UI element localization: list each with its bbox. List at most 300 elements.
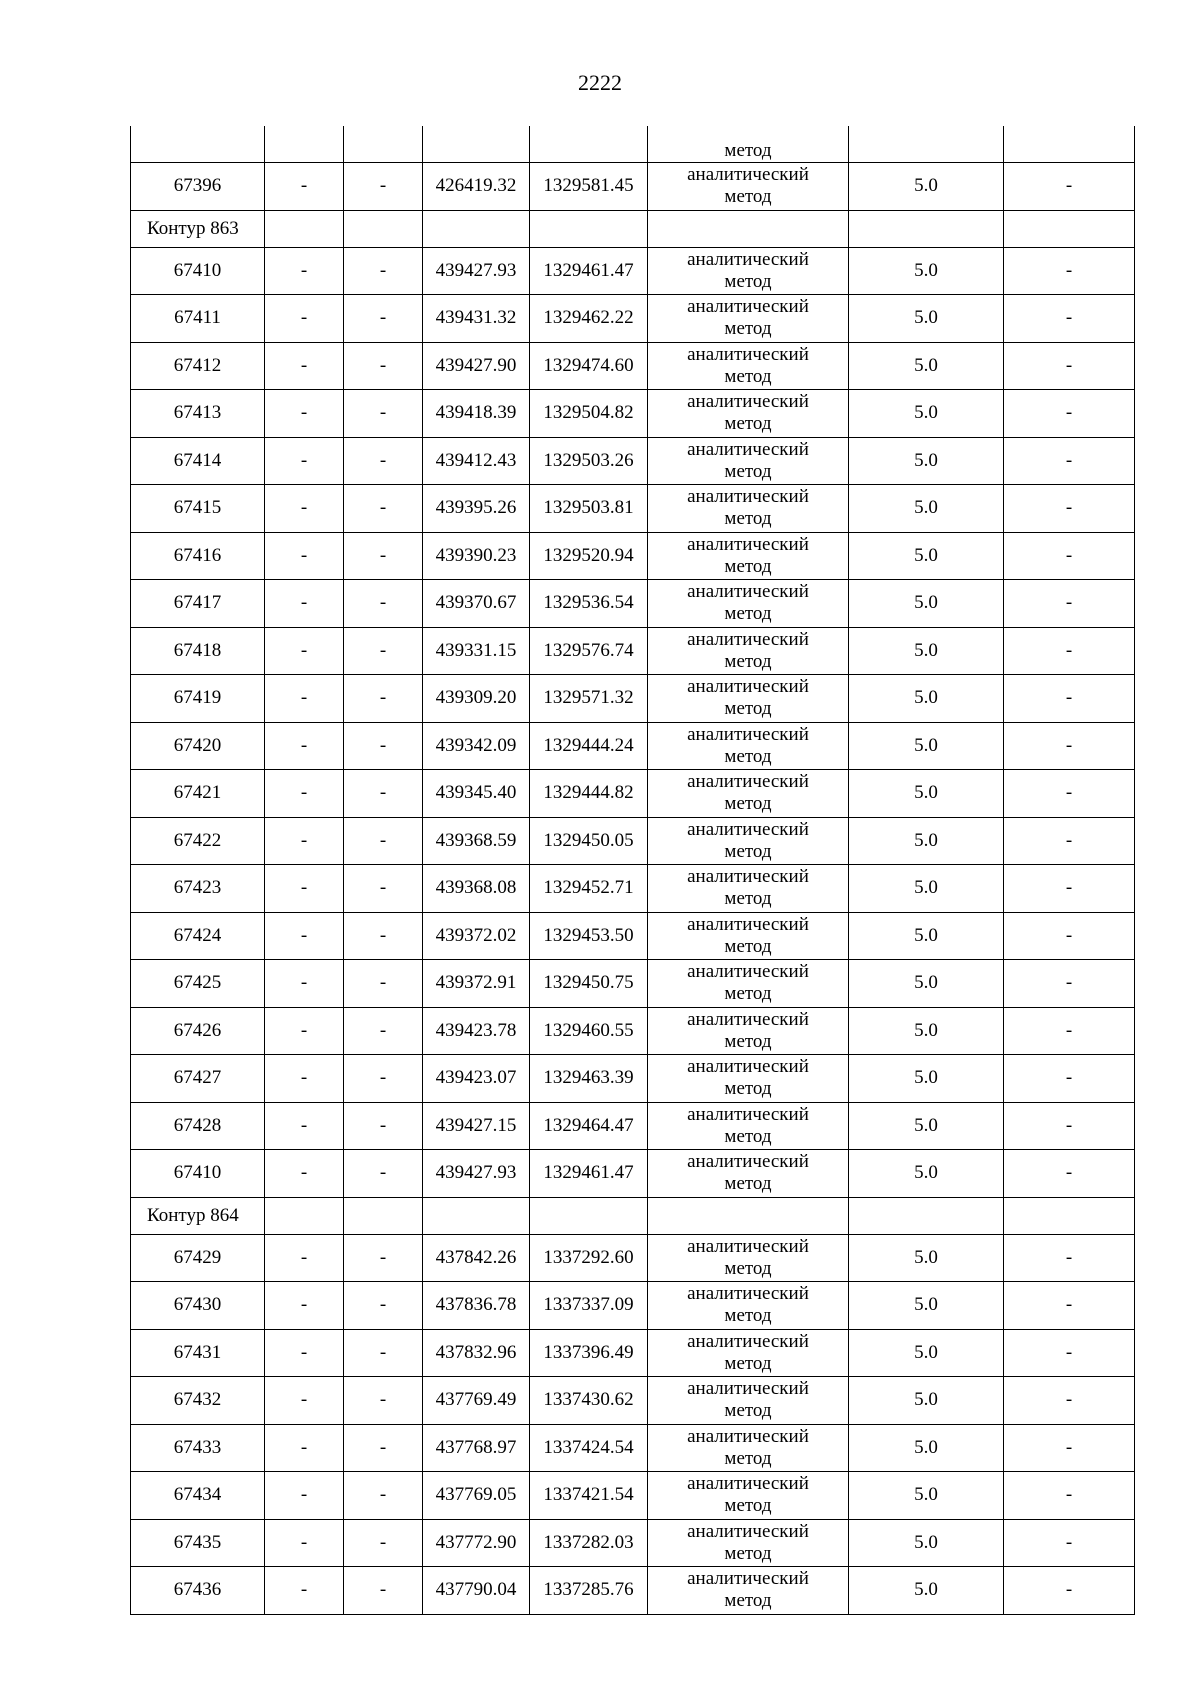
accuracy-cell: 5.0 — [849, 580, 1004, 628]
empty-cell — [423, 1197, 530, 1234]
dash-cell: - — [344, 1567, 423, 1615]
x-coordinate-cell: 439427.90 — [423, 342, 530, 390]
method-line-2: метод — [724, 270, 772, 292]
table-row — [131, 912, 1135, 960]
method-cell — [648, 1567, 849, 1615]
table-row — [131, 532, 1135, 580]
dash-cell: - — [265, 1282, 344, 1330]
empty-cell — [423, 210, 530, 247]
point-id-cell: 67424 — [131, 912, 265, 960]
coordinates-table — [130, 126, 1135, 1615]
table-row — [131, 1377, 1135, 1425]
dash-cell: - — [265, 390, 344, 438]
point-id-cell: 67432 — [131, 1377, 265, 1425]
method-line-1: аналитический — [687, 1235, 809, 1257]
method-line-2: метод — [724, 935, 772, 957]
method-cell — [648, 1055, 849, 1103]
dash-cell: - — [265, 247, 344, 295]
point-id-cell: 67430 — [131, 1282, 265, 1330]
point-id-cell: 67423 — [131, 865, 265, 913]
method-cell — [648, 1377, 849, 1425]
dash-cell: - — [1004, 1472, 1135, 1520]
dash-cell: - — [265, 1007, 344, 1055]
point-id-cell: 67426 — [131, 1007, 265, 1055]
method-line-1: аналитический — [687, 1425, 809, 1447]
method-line-1: аналитический — [687, 913, 809, 935]
empty-cell — [344, 210, 423, 247]
method-cell — [648, 1234, 849, 1282]
point-id-cell: 67417 — [131, 580, 265, 628]
dash-cell: - — [265, 1519, 344, 1567]
point-id-cell: 67422 — [131, 817, 265, 865]
method-line-1: аналитический — [687, 818, 809, 840]
method-cell — [648, 163, 849, 211]
method-text: метод — [724, 140, 772, 161]
x-coordinate-cell: 439368.59 — [423, 817, 530, 865]
dash-cell: - — [1004, 675, 1135, 723]
y-coordinate-cell: 1329463.39 — [530, 1055, 648, 1103]
method-line-1: аналитический — [687, 1473, 809, 1495]
empty-cell — [849, 1197, 1004, 1234]
dash-cell: - — [344, 1282, 423, 1330]
dash-cell: - — [344, 1377, 423, 1425]
method-line-1: аналитический — [687, 1283, 809, 1305]
accuracy-cell: 5.0 — [849, 1567, 1004, 1615]
dash-cell: - — [265, 532, 344, 580]
y-coordinate-cell: 1329461.47 — [530, 247, 648, 295]
y-coordinate-cell: 1337285.76 — [530, 1567, 648, 1615]
method-cell — [648, 912, 849, 960]
dash-cell: - — [344, 163, 423, 211]
dash-cell: - — [265, 1055, 344, 1103]
y-coordinate-cell: 1329503.81 — [530, 485, 648, 533]
dash-cell: - — [344, 1424, 423, 1472]
method-line-1: аналитический — [687, 1378, 809, 1400]
method-line-1: аналитический — [687, 533, 809, 555]
method-line-1: аналитический — [687, 771, 809, 793]
method-line-1: аналитический — [687, 723, 809, 745]
x-coordinate-cell: 437768.97 — [423, 1424, 530, 1472]
point-id-cell: 67411 — [131, 295, 265, 343]
empty-cell — [1004, 1197, 1135, 1234]
y-coordinate-cell: 1329576.74 — [530, 627, 648, 675]
accuracy-cell: 5.0 — [849, 1282, 1004, 1330]
method-line-2: метод — [724, 1257, 772, 1279]
dash-cell: - — [1004, 1150, 1135, 1198]
table-row — [131, 960, 1135, 1008]
table-row — [131, 390, 1135, 438]
accuracy-cell: 5.0 — [849, 1055, 1004, 1103]
table-row — [131, 1567, 1135, 1615]
dash-cell: - — [1004, 960, 1135, 1008]
y-coordinate-cell: 1329444.82 — [530, 770, 648, 818]
method-line-2: метод — [724, 1400, 772, 1422]
y-coordinate-cell: 1329474.60 — [530, 342, 648, 390]
method-cell — [648, 1007, 849, 1055]
dash-cell: - — [1004, 485, 1135, 533]
method-line-2: метод — [724, 508, 772, 530]
method-cell — [648, 295, 849, 343]
method-cell — [648, 247, 849, 295]
table-row — [131, 1150, 1135, 1198]
accuracy-cell: 5.0 — [849, 722, 1004, 770]
x-coordinate-cell: 439342.09 — [423, 722, 530, 770]
x-coordinate-cell: 439427.15 — [423, 1102, 530, 1150]
x-coordinate-cell: 437842.26 — [423, 1234, 530, 1282]
method-line-1: аналитический — [687, 1151, 809, 1173]
accuracy-cell: 5.0 — [849, 1377, 1004, 1425]
method-line-1: аналитический — [687, 486, 809, 508]
method-cell — [648, 485, 849, 533]
table-row — [131, 342, 1135, 390]
y-coordinate-cell: 1329536.54 — [530, 580, 648, 628]
dash-cell: - — [265, 163, 344, 211]
method-cell — [648, 722, 849, 770]
accuracy-cell: 5.0 — [849, 865, 1004, 913]
point-id-cell: 67427 — [131, 1055, 265, 1103]
dash-cell: - — [1004, 163, 1135, 211]
dash-cell: - — [344, 770, 423, 818]
empty-cell — [265, 1197, 344, 1234]
dash-cell: - — [265, 865, 344, 913]
method-line-2: метод — [724, 1173, 772, 1195]
y-coordinate-cell: 1337396.49 — [530, 1329, 648, 1377]
method-line-2: метод — [724, 1590, 772, 1612]
x-coordinate-cell: 439418.39 — [423, 390, 530, 438]
x-coordinate-cell: 439390.23 — [423, 532, 530, 580]
dash-cell: - — [344, 1150, 423, 1198]
x-coordinate-cell: 439372.02 — [423, 912, 530, 960]
method-line-1: аналитический — [687, 1330, 809, 1352]
method-cell — [648, 1472, 849, 1520]
y-coordinate-cell: 1329461.47 — [530, 1150, 648, 1198]
method-line-2: метод — [724, 840, 772, 862]
dash-cell: - — [1004, 722, 1135, 770]
table-row — [131, 1472, 1135, 1520]
method-line-2: метод — [724, 365, 772, 387]
table-row — [131, 1007, 1135, 1055]
x-coordinate-cell: 437790.04 — [423, 1567, 530, 1615]
method-line-1: аналитический — [687, 343, 809, 365]
method-line-1: аналитический — [687, 164, 809, 186]
method-cell — [648, 1424, 849, 1472]
table-row — [131, 485, 1135, 533]
dash-cell: - — [265, 437, 344, 485]
contour-header-row — [131, 1197, 1135, 1234]
x-coordinate-cell: 439368.08 — [423, 865, 530, 913]
dash-cell: - — [1004, 1282, 1135, 1330]
dash-cell: - — [265, 675, 344, 723]
dash-cell: - — [344, 627, 423, 675]
method-cell — [648, 126, 849, 163]
table-row — [131, 1519, 1135, 1567]
table-row — [131, 865, 1135, 913]
dash-cell: - — [344, 912, 423, 960]
x-coordinate-cell: 439395.26 — [423, 485, 530, 533]
point-id-cell: 67425 — [131, 960, 265, 1008]
accuracy-cell: 5.0 — [849, 627, 1004, 675]
dash-cell: - — [344, 865, 423, 913]
method-line-1: аналитический — [687, 581, 809, 603]
dash-cell: - — [344, 817, 423, 865]
method-line-2: метод — [724, 1352, 772, 1374]
dash-cell: - — [265, 1102, 344, 1150]
dash-cell: - — [265, 912, 344, 960]
point-id-cell: 67410 — [131, 247, 265, 295]
y-coordinate-cell: 1329571.32 — [530, 675, 648, 723]
x-coordinate-cell: 437836.78 — [423, 1282, 530, 1330]
dash-cell: - — [344, 1329, 423, 1377]
method-cell — [648, 627, 849, 675]
dash-cell: - — [1004, 1102, 1135, 1150]
dash-cell: - — [265, 1567, 344, 1615]
accuracy-cell: 5.0 — [849, 1007, 1004, 1055]
method-cell — [648, 390, 849, 438]
point-id-cell: 67418 — [131, 627, 265, 675]
dash-cell: - — [1004, 912, 1135, 960]
dash-cell: - — [265, 722, 344, 770]
accuracy-cell: 5.0 — [849, 532, 1004, 580]
table-row — [131, 675, 1135, 723]
method-line-2: метод — [724, 1125, 772, 1147]
method-line-1: аналитический — [687, 866, 809, 888]
method-line-2: метод — [724, 318, 772, 340]
point-id-cell: 67412 — [131, 342, 265, 390]
contour-label: Контур 864 — [131, 1197, 265, 1234]
x-coordinate-cell: 437772.90 — [423, 1519, 530, 1567]
dash-cell: - — [1004, 1234, 1135, 1282]
point-id-cell: 67413 — [131, 390, 265, 438]
method-line-1: аналитический — [687, 1520, 809, 1542]
method-line-2: метод — [724, 186, 772, 208]
point-id-cell: 67396 — [131, 163, 265, 211]
dash-cell: - — [344, 390, 423, 438]
method-line-1: аналитический — [687, 391, 809, 413]
point-id-cell: 67419 — [131, 675, 265, 723]
dash-cell: - — [265, 1329, 344, 1377]
method-cell — [648, 770, 849, 818]
dash-cell: - — [344, 437, 423, 485]
empty-cell — [1004, 210, 1135, 247]
method-line-2: метод — [724, 603, 772, 625]
method-line-1: аналитический — [687, 961, 809, 983]
dash-cell: - — [1004, 1567, 1135, 1615]
y-coordinate-cell: 1337337.09 — [530, 1282, 648, 1330]
empty-cell — [648, 210, 849, 247]
point-id-cell: 67415 — [131, 485, 265, 533]
accuracy-cell: 5.0 — [849, 247, 1004, 295]
method-line-2: метод — [724, 888, 772, 910]
y-coordinate-cell: 1337421.54 — [530, 1472, 648, 1520]
dash-cell: - — [1004, 295, 1135, 343]
dash-cell: - — [1004, 1007, 1135, 1055]
dash-cell: - — [265, 817, 344, 865]
point-id-cell: 67414 — [131, 437, 265, 485]
x-coordinate-cell: 439423.78 — [423, 1007, 530, 1055]
point-id-cell: 67435 — [131, 1519, 265, 1567]
accuracy-cell: 5.0 — [849, 437, 1004, 485]
dash-cell: - — [344, 1234, 423, 1282]
accuracy-cell: 5.0 — [849, 817, 1004, 865]
method-cell — [648, 1150, 849, 1198]
page-number: 2222 — [578, 70, 622, 95]
table-row — [131, 1102, 1135, 1150]
y-coordinate-cell: 1337424.54 — [530, 1424, 648, 1472]
empty-cell — [530, 210, 648, 247]
method-cell — [648, 580, 849, 628]
x-coordinate-cell: 439423.07 — [423, 1055, 530, 1103]
x-coordinate-cell: 439372.91 — [423, 960, 530, 1008]
y-coordinate-cell: 1329581.45 — [530, 163, 648, 211]
method-cell — [648, 960, 849, 1008]
dash-cell: - — [344, 342, 423, 390]
dash-cell: - — [265, 1150, 344, 1198]
method-line-2: метод — [724, 1542, 772, 1564]
dash-cell: - — [1004, 437, 1135, 485]
dash-cell: - — [265, 1377, 344, 1425]
y-coordinate-cell: 1329504.82 — [530, 390, 648, 438]
accuracy-cell: 5.0 — [849, 1234, 1004, 1282]
accuracy-cell: 5.0 — [849, 485, 1004, 533]
dash-cell: - — [265, 960, 344, 1008]
accuracy-cell: 5.0 — [849, 1472, 1004, 1520]
empty-cell — [530, 1197, 648, 1234]
dash-cell: - — [1004, 770, 1135, 818]
x-coordinate-cell: 439309.20 — [423, 675, 530, 723]
empty-cell — [648, 1197, 849, 1234]
table-row — [131, 437, 1135, 485]
point-id-cell: 67434 — [131, 1472, 265, 1520]
x-coordinate-cell: 439412.43 — [423, 437, 530, 485]
dash-cell: - — [344, 295, 423, 343]
dash-cell: - — [265, 770, 344, 818]
y-coordinate-cell: 1329462.22 — [530, 295, 648, 343]
point-id-cell: 67436 — [131, 1567, 265, 1615]
table-row — [131, 1424, 1135, 1472]
dash-cell: - — [1004, 865, 1135, 913]
method-cell — [648, 342, 849, 390]
dash-cell: - — [344, 960, 423, 1008]
dash-cell: - — [1004, 1055, 1135, 1103]
point-id-cell: 67431 — [131, 1329, 265, 1377]
continued-row — [131, 126, 1135, 163]
method-line-2: метод — [724, 983, 772, 1005]
x-coordinate-cell: 439431.32 — [423, 295, 530, 343]
accuracy-cell: 5.0 — [849, 1150, 1004, 1198]
point-id-cell: 67420 — [131, 722, 265, 770]
method-line-1: аналитический — [687, 676, 809, 698]
dash-cell: - — [1004, 1424, 1135, 1472]
dash-cell: - — [265, 342, 344, 390]
method-cell — [648, 817, 849, 865]
method-line-2: метод — [724, 650, 772, 672]
dash-cell: - — [344, 722, 423, 770]
method-line-2: метод — [724, 1305, 772, 1327]
method-cell — [648, 865, 849, 913]
x-coordinate-cell: 439427.93 — [423, 1150, 530, 1198]
point-id-cell: 67416 — [131, 532, 265, 580]
method-line-2: метод — [724, 413, 772, 435]
dash-cell: - — [1004, 1377, 1135, 1425]
empty-cell — [344, 1197, 423, 1234]
method-line-2: метод — [724, 460, 772, 482]
method-line-1: аналитический — [687, 438, 809, 460]
y-coordinate-cell: 1329450.05 — [530, 817, 648, 865]
y-coordinate-cell: 1329450.75 — [530, 960, 648, 1008]
x-coordinate-cell: 426419.32 — [423, 163, 530, 211]
method-cell — [648, 1329, 849, 1377]
table-row — [131, 247, 1135, 295]
y-coordinate-cell: 1337292.60 — [530, 1234, 648, 1282]
point-id-cell: 67421 — [131, 770, 265, 818]
dash-cell: - — [1004, 627, 1135, 675]
x-coordinate-cell: 437832.96 — [423, 1329, 530, 1377]
y-coordinate-cell: 1329520.94 — [530, 532, 648, 580]
dash-cell: - — [344, 1519, 423, 1567]
dash-cell: - — [1004, 342, 1135, 390]
x-coordinate-cell: 439370.67 — [423, 580, 530, 628]
table-body — [131, 126, 1135, 1614]
dash-cell: - — [1004, 1519, 1135, 1567]
empty-cell — [265, 210, 344, 247]
x-coordinate-cell: 439345.40 — [423, 770, 530, 818]
dash-cell: - — [344, 532, 423, 580]
dash-cell: - — [1004, 817, 1135, 865]
method-cell — [648, 437, 849, 485]
accuracy-cell: 5.0 — [849, 675, 1004, 723]
accuracy-cell: 5.0 — [849, 770, 1004, 818]
point-id-cell: 67410 — [131, 1150, 265, 1198]
dash-cell: - — [344, 247, 423, 295]
accuracy-cell: 5.0 — [849, 1519, 1004, 1567]
point-id-cell: 67433 — [131, 1424, 265, 1472]
table-row — [131, 627, 1135, 675]
dash-cell: - — [344, 1055, 423, 1103]
dash-cell: - — [265, 580, 344, 628]
dash-cell: - — [1004, 247, 1135, 295]
y-coordinate-cell: 1337282.03 — [530, 1519, 648, 1567]
table-row — [131, 817, 1135, 865]
method-line-1: аналитический — [687, 296, 809, 318]
dash-cell: - — [265, 295, 344, 343]
dash-cell: - — [265, 1472, 344, 1520]
empty-cell — [849, 210, 1004, 247]
dash-cell: - — [344, 1472, 423, 1520]
method-line-2: метод — [724, 1495, 772, 1517]
table-row — [131, 770, 1135, 818]
point-id-cell: 67428 — [131, 1102, 265, 1150]
method-line-2: метод — [724, 1078, 772, 1100]
method-line-2: метод — [724, 698, 772, 720]
dash-cell: - — [265, 485, 344, 533]
accuracy-cell: 5.0 — [849, 163, 1004, 211]
accuracy-cell: 5.0 — [849, 390, 1004, 438]
dash-cell: - — [344, 485, 423, 533]
y-coordinate-cell: 1329460.55 — [530, 1007, 648, 1055]
accuracy-cell: 5.0 — [849, 960, 1004, 1008]
y-coordinate-cell: 1329452.71 — [530, 865, 648, 913]
y-coordinate-cell: 1329453.50 — [530, 912, 648, 960]
method-cell — [648, 532, 849, 580]
method-cell — [648, 675, 849, 723]
dash-cell: - — [1004, 580, 1135, 628]
dash-cell: - — [265, 1234, 344, 1282]
table-row — [131, 1282, 1135, 1330]
method-cell — [648, 1519, 849, 1567]
method-line-2: метод — [724, 793, 772, 815]
method-line-1: аналитический — [687, 1056, 809, 1078]
y-coordinate-cell: 1329464.47 — [530, 1102, 648, 1150]
